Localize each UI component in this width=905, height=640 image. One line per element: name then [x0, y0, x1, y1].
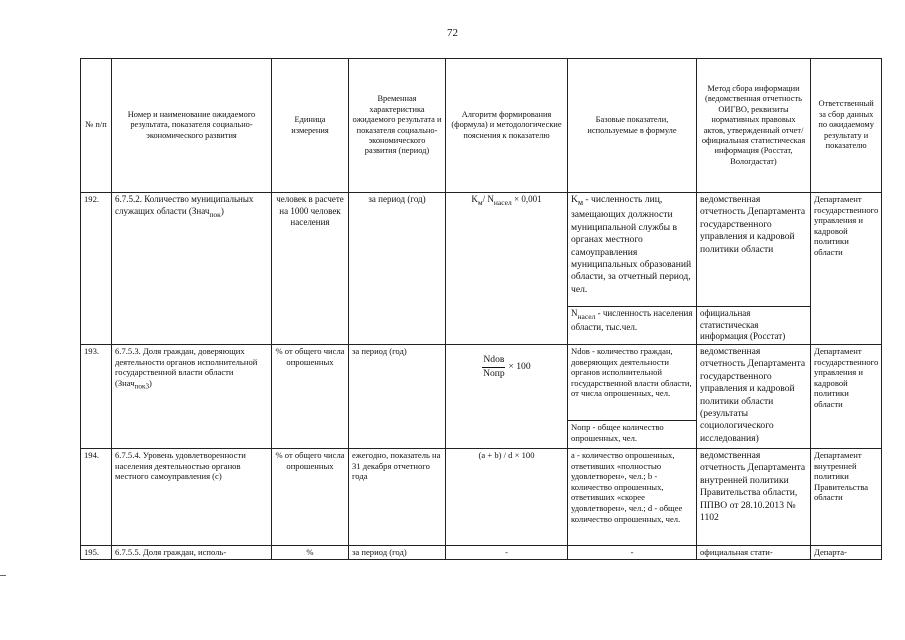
header-number: № п/п: [81, 59, 112, 193]
row-195-time: за период (год): [349, 546, 446, 560]
header-responsible: Ответственный за сбор данных по ожидаемому результату и показателю: [811, 59, 882, 193]
row-193-formula: [446, 345, 568, 449]
row-192-base-2: $N_{насел}$ - численность населения области, тыс.чел.: [568, 307, 697, 345]
row-194-number: 194.: [81, 449, 112, 546]
row-195-method: официальная стати-: [697, 546, 811, 560]
header-algorithm: Алгоритм формирования (формула) и методологические пояснения к показателю: [446, 59, 568, 193]
row-193-number: 193.: [81, 345, 112, 449]
row-192-time: за период (год): [349, 193, 446, 345]
row-192-name: 6.7.5.2. Количество муниципальных служащих области (Знач$_{пок}$): [112, 193, 272, 345]
row-193-base-2: Nопр - общее количество опрошенных, чел.: [568, 421, 697, 449]
row-193-time: за период (год): [349, 345, 446, 449]
row-193-fraction-denominator: Nопр: [483, 367, 505, 379]
row-193-unit: % от общего числа опрошенных: [272, 345, 349, 449]
row-195-unit: %: [272, 546, 349, 560]
table-row-194: [81, 449, 882, 546]
row-193-fraction-numerator: Ndов: [482, 355, 505, 368]
header-unit: Единица измерения: [272, 59, 349, 193]
table-row-192: [81, 193, 882, 307]
row-195-responsible: Департа-: [811, 546, 882, 560]
row-193-fraction-multiplier: × 100: [508, 360, 531, 372]
table-header-row: [81, 59, 882, 193]
row-194-time: ежегодно, показатель на 31 декабря отчетного года: [349, 449, 446, 546]
header-method: Метод сбора информации (ведомственная отчетность ОИГВО, реквизиты нормативных правовых актов, утвержденный отчет/официальная статистическая информация (Росстат, Вологдастат): [697, 59, 811, 193]
row-192-method-1: ведомственная отчетность Департамента государственного управления и кадровой политики области: [697, 193, 811, 307]
row-193-base-1: Ndов - количество граждан, доверяющих деятельности органов исполнительной государственной власти области, от числа опрошенных, чел.: [568, 345, 697, 421]
header-time: Временная характеристика ожидаемого результата и показателя социально-экономического развития (период): [349, 59, 446, 193]
row-194-base: a - количество опрошенных, ответивших «полностью удовлетворен», чел.; b - количество опрошенных, ответивших «скорее удовлетворен», чел.; d - общее количество опрошенных, чел.: [568, 449, 697, 546]
row-192-method-2: официальная статистическая информация (Росстат): [697, 307, 811, 345]
row-194-unit: % от общего числа опрошенных: [272, 449, 349, 546]
row-193-responsible: Департамент государственного управления и кадровой политики области: [811, 345, 882, 449]
row-195-formula: -: [446, 546, 568, 560]
row-193-name: 6.7.5.3. Доля граждан, доверяющих деятельности органов исполнительной государственной власти области (Знач$_{пок3}$): [112, 345, 272, 449]
indicators-table: [80, 58, 882, 560]
row-195-name: 6.7.5.5. Доля граждан, исполь-: [112, 546, 272, 560]
table-row-193: [81, 345, 882, 421]
row-192-base-1: $K_м$ - численность лиц, замещающих должности муниципальной службы в органах местного самоуправления муниципальных образований области, за отчетный период, чел.: [568, 193, 697, 307]
header-base: Базовые показатели, используемые в формуле: [568, 59, 697, 193]
row-192-responsible: Департамент государственного управления и кадровой политики области: [811, 193, 882, 345]
row-194-responsible: Департамент внутренней политики Правительства области: [811, 449, 882, 546]
row-195-base: -: [568, 546, 697, 560]
row-192-formula: $K_м/$ $N_{насел} \times 0,001$: [446, 193, 568, 345]
row-192-unit: человек в расчете на 1000 человек населения: [272, 193, 349, 345]
row-194-name: 6.7.5.4. Уровень удовлетворенности населения деятельностью органов местного самоуправления (с): [112, 449, 272, 546]
row-194-formula: (a + b) / d × 100: [446, 449, 568, 546]
page-number: 72: [447, 27, 458, 39]
header-name: Номер и наименование ожидаемого результата, показателя социально-экономического развития: [112, 59, 272, 193]
row-193-method: ведомственная отчетность Департамента государственного управления и кадровой политики области (результаты социологического исследования): [697, 345, 811, 449]
row-192-number: 192.: [81, 193, 112, 345]
row-195-number: 195.: [81, 546, 112, 560]
row-194-method: ведомственная отчетность Департамента внутренней политики Правительства области, ППВО от 28.10.2013 № 1102: [697, 449, 811, 546]
scan-edge-mark: [0, 575, 6, 576]
table-row-195: [81, 546, 882, 560]
